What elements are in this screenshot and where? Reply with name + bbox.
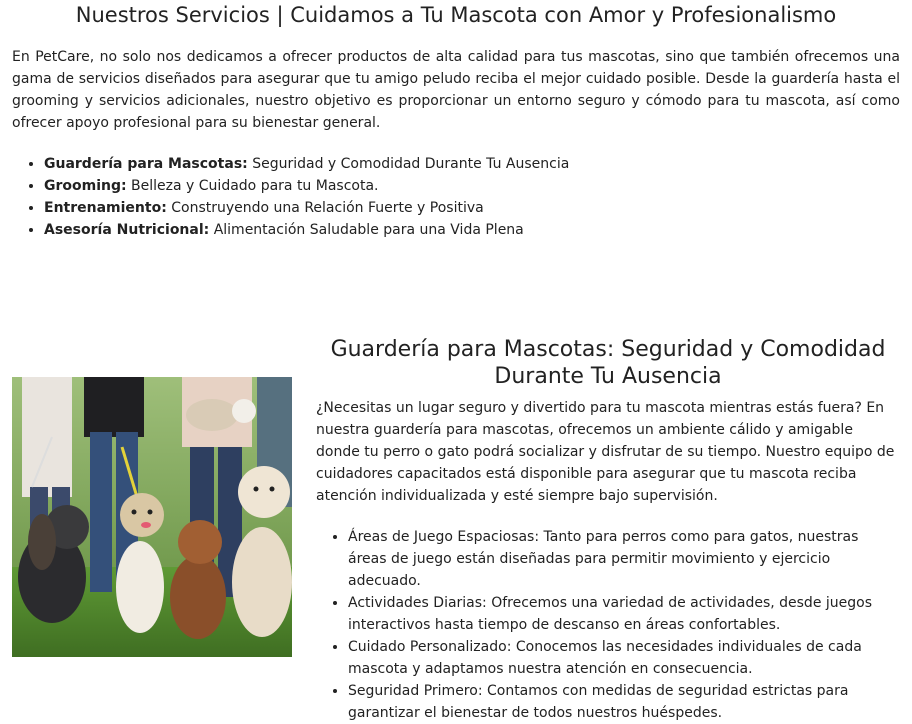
service-name: Grooming: (44, 178, 127, 194)
daycare-description: ¿Necesitas un lugar seguro y divertido para tu mascota mientras estás fuera? En nuestra guardería para mascotas, ofrecemos un ambiente cálido y amigable donde tu perro o gato podrá socializar y disfrutar de su tiempo. Nuestro equipo de cuidadores capacitados está disponible para asegurar que tu mascota reciba atención individualizada y esté siempre bajo supervisión. (316, 400, 895, 504)
feature-item: • Actividades Diarias: Ofrecemos una variedad de actividades, desde juegos interactivos hasta tiempo de descanso en áreas confortables. (348, 592, 900, 636)
daycare-features-list (316, 526, 900, 724)
service-desc: Belleza y Cuidado para tu Mascota. (126, 178, 379, 194)
service-desc: Construyendo una Relación Fuerte y Positiva (166, 200, 484, 216)
service-item-entrenamiento (44, 197, 892, 219)
service-desc: Alimentación Saludable para una Vida Plena (209, 222, 524, 238)
services-list (12, 153, 892, 241)
service-item-grooming (44, 175, 892, 197)
daycare-title: Guardería para Mascotas: Seguridad y Comodidad Durante Tu Ausencia (330, 337, 886, 389)
service-name: Guardería para Mascotas: (44, 156, 248, 172)
feature-item: • Seguridad Primero: Contamos con medidas de seguridad estrictas para garantizar el bienestar de todos nuestros huéspedes. (348, 680, 900, 724)
intro-paragraph: En PetCare, no solo nos dedicamos a ofrecer productos de alta calidad para tus mascotas, sino que también ofrecemos una gama de servicios diseñados para asegurar que tu amigo peludo reciba el mejor cuidado posible. Desde la guardería hasta el grooming y servicios adicionales, nuestro objetivo es proporcionar un entorno seguro y cómodo para tu mascota, así como ofrecer apoyo profesional para su bienestar general. (12, 49, 900, 131)
service-name: Entrenamiento: (44, 200, 167, 216)
service-item-nutricion (44, 219, 892, 241)
feature-item: • Áreas de Juego Espaciosas: Tanto para perros como para gatos, nuestras áreas de juego están diseñadas para permitir movimiento y ejercicio adecuado. (348, 526, 900, 592)
dogs-with-walkers-photo (12, 377, 292, 657)
page-title: Nuestros Servicios | Cuidamos a Tu Mascota con Amor y Profesionalismo (75, 3, 837, 27)
service-item-guarderia (44, 153, 892, 175)
service-desc: Seguridad y Comodidad Durante Tu Ausencia (247, 156, 570, 172)
feature-item: • Cuidado Personalizado: Conocemos las necesidades individuales de cada mascota y adaptamos nuestra atención en consecuencia. (348, 636, 900, 680)
service-name: Asesoría Nutricional: (44, 222, 210, 238)
